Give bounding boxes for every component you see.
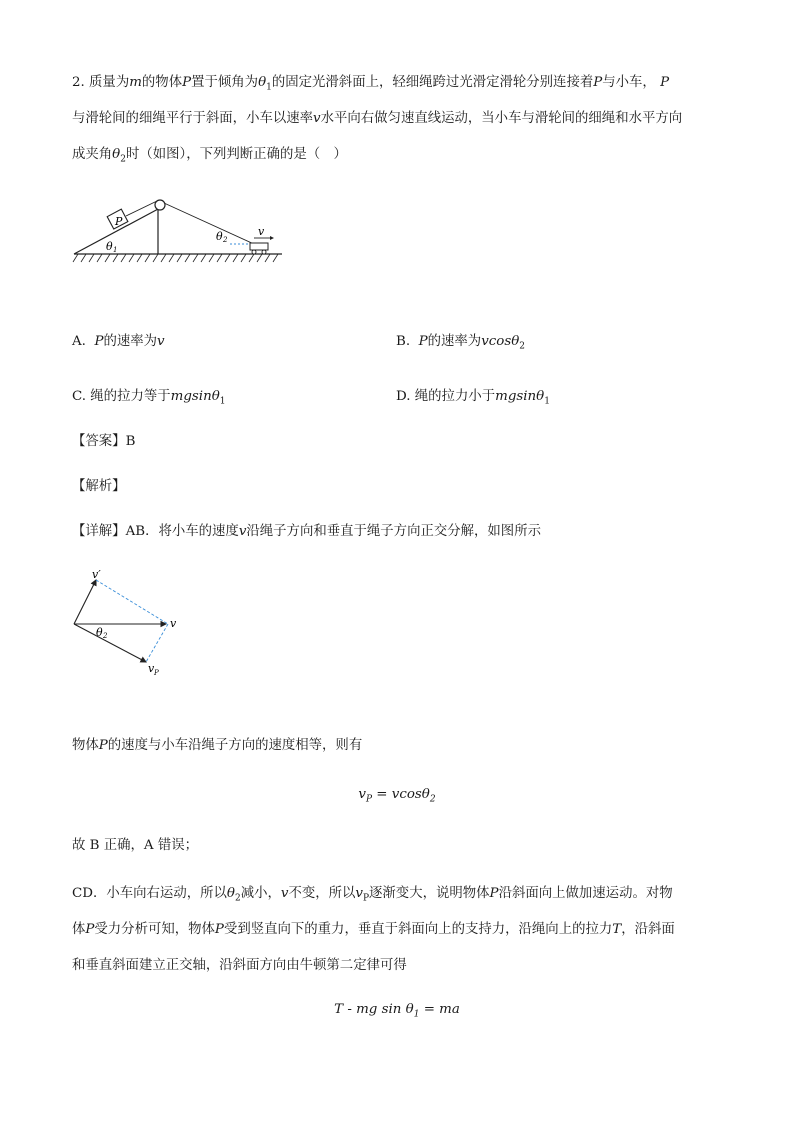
answer-label: 【答案】 <box>72 434 126 449</box>
analysis-label <box>72 478 126 496</box>
para-cd-3 <box>72 957 407 975</box>
text: = ma <box>419 1002 460 1017</box>
sub: 2 <box>429 794 436 805</box>
var-P: P <box>85 922 95 937</box>
text: 物体 <box>72 738 99 753</box>
sub: 1 <box>266 82 272 93</box>
option-label: A. <box>72 334 86 349</box>
sub: P <box>365 794 373 805</box>
sub: 2 <box>519 341 525 352</box>
var-v: v <box>355 886 363 901</box>
text: 和垂直斜面建立正交轴，沿斜面方向由牛顿第二定律可得 <box>72 958 407 973</box>
text: 受到竖直向下的重力，垂直于斜面向上的支持力，沿绳向上的拉力 <box>223 922 613 937</box>
text: 与小车， <box>602 75 656 90</box>
var-P: P <box>94 334 104 349</box>
ground-hatching <box>73 254 278 262</box>
text: 逐渐变大，说明物体 <box>369 886 490 901</box>
text: ，沿斜面 <box>621 922 675 937</box>
incline-pulley-figure <box>70 190 290 270</box>
cart-wheel <box>252 250 256 254</box>
option-label: C. <box>72 389 87 404</box>
var-theta: θ <box>258 75 267 90</box>
text: 体 <box>72 922 86 937</box>
text: 的速度与小车沿绳子方向的速度相等，则有 <box>107 738 363 753</box>
label-vp: v <box>148 662 155 675</box>
text: 的物体 <box>141 75 183 90</box>
label-P: P <box>115 215 123 228</box>
cart <box>250 243 268 250</box>
label-v: v <box>170 617 177 630</box>
dashed-line <box>146 624 168 662</box>
sub: 2 <box>234 893 241 904</box>
var-P: P <box>418 334 428 349</box>
option-text: 绳的拉力等于 <box>90 389 171 404</box>
text: 的固定光滑斜面上，轻细绳跨过光滑定滑轮分别连接着 <box>271 75 594 90</box>
text: 置于倾角为 <box>191 75 259 90</box>
var-T: T <box>612 922 622 937</box>
text: CD．小车向右运动，所以 <box>72 886 227 901</box>
text: 与滑轮间的细绳平行于斜面，小车以速率 <box>72 111 314 126</box>
cart-wheel <box>262 250 266 254</box>
label-sub1: 1 <box>113 246 118 254</box>
var-v: v <box>280 886 289 901</box>
rope-to-block <box>126 201 157 216</box>
question-number: 2. <box>72 75 85 90</box>
question-line-2 <box>72 110 682 128</box>
var-P: P <box>98 738 108 753</box>
text: 【解析】 <box>72 479 126 494</box>
option-D <box>396 385 550 407</box>
sub: 2 <box>120 154 126 165</box>
text: 质量为 <box>89 75 130 90</box>
option-text: 的速率为 <box>103 334 158 349</box>
text: 成夹角 <box>72 147 113 162</box>
text: v <box>358 787 366 802</box>
option-label: D. <box>396 389 411 404</box>
var-theta: θ <box>226 886 235 901</box>
var-P: P <box>593 75 603 90</box>
label-theta2: θ <box>216 230 223 243</box>
option-text: 绳的拉力小于 <box>414 389 496 404</box>
vprime-arrow <box>74 580 96 624</box>
answer-line <box>72 433 135 451</box>
text: AB．将小车的速度 <box>125 524 239 539</box>
para-cd-2 <box>72 921 675 939</box>
option-B <box>396 330 525 352</box>
text: 故 B 正确，A 错误； <box>72 838 199 853</box>
var-m: m <box>129 75 142 90</box>
para-2 <box>72 837 198 855</box>
equation-2 <box>0 1002 794 1020</box>
text: 不变，所以 <box>288 886 356 901</box>
text: = vcosθ <box>372 787 430 802</box>
var-P: P <box>489 886 499 901</box>
text: 沿斜面向上做加速运动。对物 <box>498 886 673 901</box>
label-theta1: θ <box>106 240 113 253</box>
arrow-head <box>270 236 274 240</box>
rope-to-cart <box>164 203 256 245</box>
sub: P <box>362 893 370 904</box>
label-theta2: θ <box>96 626 103 639</box>
var-theta: θ <box>112 147 121 162</box>
velocity-decomposition-figure <box>70 566 200 681</box>
option-C <box>72 385 226 407</box>
var-P: P <box>660 75 670 90</box>
var-v: v <box>157 334 165 349</box>
math: vcosθ <box>481 334 520 349</box>
label-vp-sub: P <box>154 669 159 677</box>
label-vprime: v′ <box>92 568 101 581</box>
var-v: v <box>238 524 247 539</box>
question-line-3 <box>72 146 347 169</box>
equation-1 <box>0 787 794 805</box>
math: mgsinθ <box>170 389 220 404</box>
sub: 1 <box>219 396 226 407</box>
label-sub: 2 <box>103 632 108 640</box>
detail-line <box>72 523 541 541</box>
answer-value: B <box>125 434 136 449</box>
text: 时（如图），下列判断正确的是（ ） <box>125 147 347 162</box>
math: mgsinθ <box>495 389 545 404</box>
text: 【详解】 <box>72 524 126 539</box>
text: 受力分析可知，物体 <box>94 922 215 937</box>
var-P: P <box>182 75 192 90</box>
option-label: B. <box>396 334 411 349</box>
text: 水平向右做匀速直线运动，当小车与滑轮间的细绳和水平方向 <box>320 111 683 126</box>
label-v: v <box>258 225 265 238</box>
text: 减小， <box>240 886 281 901</box>
sub: 1 <box>413 1009 420 1020</box>
var-v: v <box>313 111 321 126</box>
option-A <box>72 330 165 349</box>
dashed-line <box>96 580 168 624</box>
text: 沿绳子方向和垂直于绳子方向正交分解，如图所示 <box>246 524 541 539</box>
para-1 <box>72 737 362 755</box>
label-sub2: 2 <box>223 236 228 244</box>
var-P: P <box>214 922 224 937</box>
para-cd-1 <box>72 885 673 908</box>
text: T - mg sin θ <box>334 1002 414 1017</box>
option-text: 的速率为 <box>427 334 482 349</box>
question-line-1 <box>72 74 669 97</box>
sub: 1 <box>544 396 550 407</box>
vp-arrow <box>74 624 146 662</box>
